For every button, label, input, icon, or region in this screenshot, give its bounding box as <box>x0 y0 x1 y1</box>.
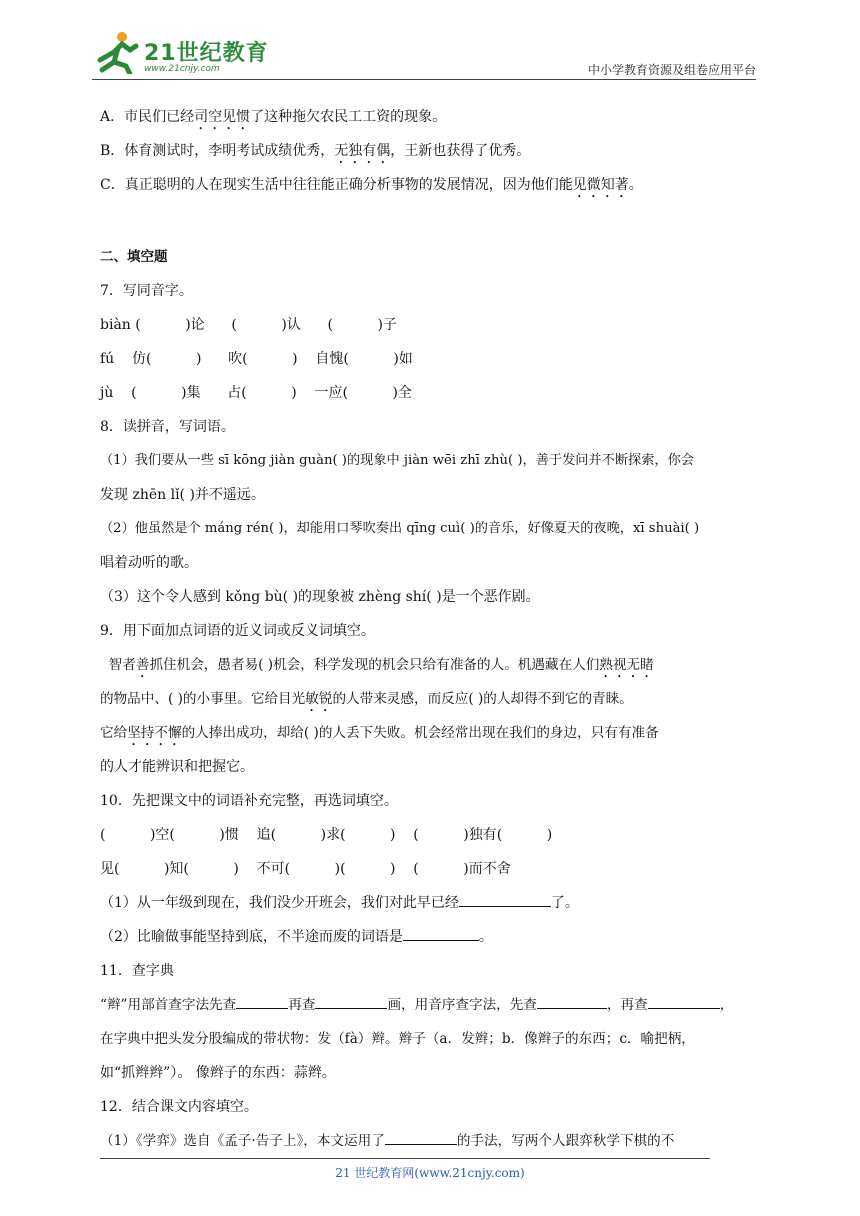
answer-blank[interactable] <box>648 994 720 1009</box>
q10-row-1: ( )空( )惯 追( )求( ) ( )独有( ) <box>100 827 553 843</box>
q12-part1: （1）《学弈》选自《孟子·告子上》，本文运用了 的手法，写两个人跟弈秋学下棋的不 <box>100 1124 760 1158</box>
q11-title: 11．查字典 <box>100 963 174 979</box>
answer-blank[interactable] <box>537 994 607 1009</box>
platform-name: 中小学教育资源及组卷应用平台 <box>587 63 756 77</box>
q8-part2-line1: （2）他虽然是个 máng rén( )，却能用口琴吹奏出 qīng cuì( )的音乐，好像夏天的夜晚，xī shuài( ) <box>100 521 700 536</box>
q8-part1-line2: 发现 zhēn lǐ( )并不遥远。 <box>100 487 265 503</box>
q6-option-c: C．真正聪明的人在现实生活中往往能正确分析事物的发展情况，因为他们能见微知著。 <box>100 177 643 193</box>
runner-logo-icon <box>92 30 142 74</box>
q9-line2: 的物品中、( )的小事里。它给目光敏锐的人带来灵感，而反应( )的人却得不到它的青睐。 <box>100 691 633 707</box>
q7-row-1: biàn ( )论 ( )认 ( )子 <box>100 317 397 333</box>
q6-option-b: B．体育测试时，李明考试成绩优秀，无独有偶，王新也获得了优秀。 <box>100 143 531 159</box>
q8-part3: （3）这个令人感到 kǒng bù( )的现象被 zhèng shí( )是一个恶作剧。 <box>100 589 540 605</box>
q8-part2-line2: 唱着动听的歌。 <box>100 555 198 571</box>
q7-title: 7．写同音字。 <box>100 283 193 299</box>
q9-line1: 智者善抓住机会，愚者易( )机会，科学发现的机会只给有准备的人。机遇藏在人们熟视无睹 <box>108 657 654 673</box>
q11-line3: 如“抓辫辫”）。 像辫子的东西：蒜辫。 <box>100 1065 336 1081</box>
q10-title: 10．先把课文中的词语补充完整，再选词填空。 <box>100 793 398 809</box>
q8-title: 8．读拼音，写词语。 <box>100 419 235 435</box>
q11-line1: “辫”用部首查字法先查 再查 画，用音序查字法，先查 ，再查 ， <box>100 988 760 1022</box>
logo-title: 21世纪教育 <box>144 41 269 66</box>
footer-divider <box>100 1158 710 1159</box>
q9-line4: 的人才能辨识和把握它。 <box>100 759 254 775</box>
header-divider <box>92 79 756 80</box>
answer-blank[interactable] <box>385 1130 457 1145</box>
answer-blank[interactable] <box>236 994 288 1009</box>
logo <box>92 30 272 80</box>
logo-subtitle: www.21cnjy.com <box>144 64 220 74</box>
page-footer: 21 世纪教育网(www.21cnjy.com) <box>335 1166 525 1180</box>
q10-row-2: 见( )知( ) 不可( )( ) ( )而不舍 <box>100 861 511 877</box>
section-title: 二、填空题 <box>100 249 168 265</box>
answer-blank[interactable] <box>403 926 479 941</box>
q11-line2: 在字典中把头发分股编成的带状物：发（fà）辫。辫子（a．发辫；b．像辫子的东西；c．喻把柄， <box>100 1031 695 1047</box>
answer-blank[interactable] <box>315 994 387 1009</box>
q9-title: 9．用下面加点词语的近义词或反义词填空。 <box>100 623 375 639</box>
q9-line3: 它给坚持不懈的人捧出成功，却给( )的人丢下失败。机会经常出现在我们的身边，只有有准备 <box>100 725 659 741</box>
answer-blank[interactable] <box>459 892 551 907</box>
q12-title: 12．结合课文内容填空。 <box>100 1099 258 1115</box>
q8-part1-line1: （1）我们要从一些 sī kōng jiàn guàn( )的现象中 jiàn wēi zhī zhù( )，善于发问并不断探索，你会 <box>100 453 694 468</box>
q7-row-2: fú 仿( ) 吹( ) 自愧( )如 <box>100 351 413 367</box>
q10-part2: （2）比喻做事能坚持到底，不半途而废的词语是 。 <box>100 920 760 954</box>
q7-row-3: jù ( )集 占( ) 一应( )全 <box>100 385 412 401</box>
q6-option-a: A．市民们已经司空见惯了这种拖欠农民工工资的现象。 <box>100 109 447 125</box>
q10-part1: （1）从一年级到现在，我们没少开班会，我们对此早已经 了。 <box>100 886 760 920</box>
page-header <box>0 0 860 90</box>
document-body <box>100 100 760 1158</box>
